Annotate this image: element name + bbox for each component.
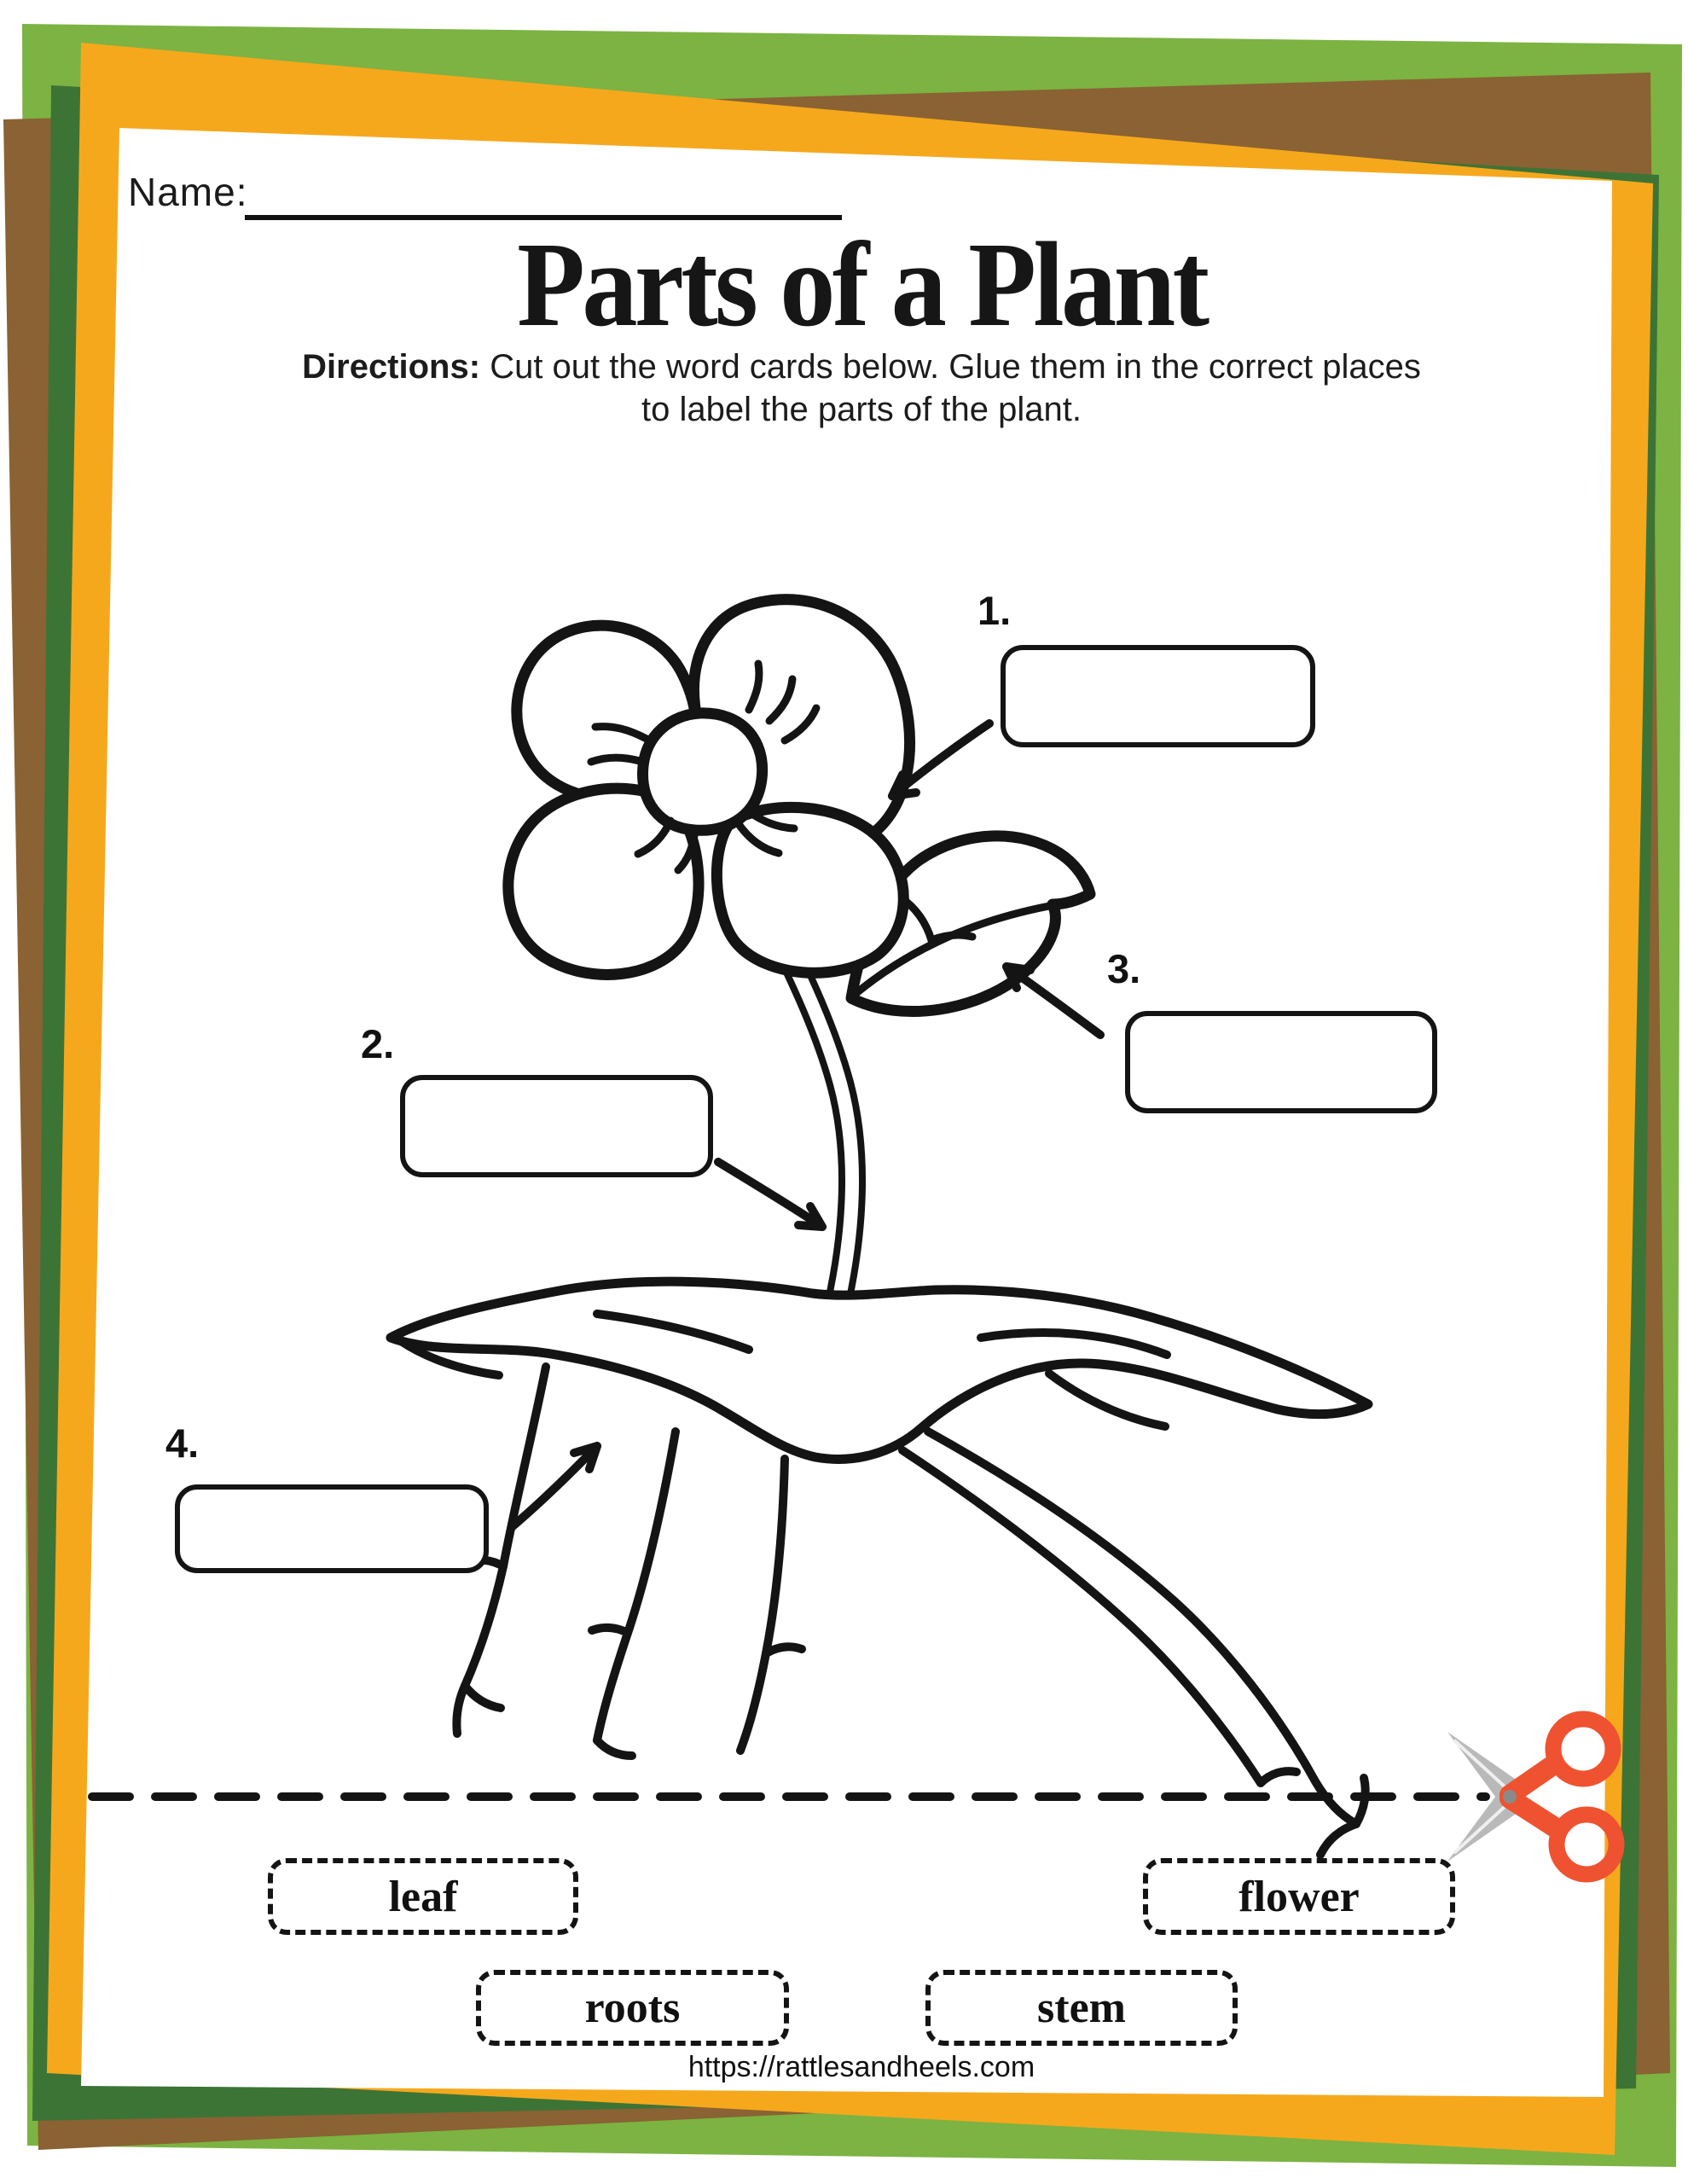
scissors-icon (1447, 1719, 1616, 1874)
arrow-to-leaf (1006, 967, 1100, 1035)
name-blank-line (245, 177, 842, 220)
word-card-roots (476, 1970, 789, 2046)
directions-line2: to label the parts of the plant. (641, 390, 1082, 428)
directions-line1: Cut out the word cards below. Glue them in the correct places (490, 348, 1421, 386)
answer-number-4: 4. (165, 1420, 200, 1466)
roots-drawing (391, 1281, 1368, 1855)
directions-text (119, 346, 1604, 431)
answer-number-1: 1. (977, 588, 1012, 633)
source-url: https://rattlesandheels.com (687, 2051, 1035, 2083)
answer-box-3 (1125, 1011, 1437, 1113)
answer-number-3: 3. (1107, 946, 1141, 991)
answer-box-1 (1001, 645, 1315, 747)
answer-box-4 (175, 1484, 489, 1573)
word-card-stem (925, 1970, 1238, 2046)
word-card-leaf-label: leaf (388, 1872, 458, 1921)
word-card-roots-label: roots (584, 1984, 681, 2032)
answer-box-2 (400, 1075, 713, 1177)
page-title: Parts of a Plant (516, 217, 1207, 351)
word-card-flower (1143, 1858, 1455, 1935)
name-label: Name: (128, 170, 248, 214)
flower-drawing (508, 600, 910, 975)
arrow-to-stem (718, 1162, 822, 1227)
word-card-stem-label: stem (1037, 1984, 1126, 2032)
word-card-leaf (268, 1858, 578, 1935)
directions-label: Directions: (302, 348, 481, 386)
word-card-flower-label: flower (1238, 1872, 1360, 1921)
answer-number-2: 2. (361, 1021, 395, 1066)
